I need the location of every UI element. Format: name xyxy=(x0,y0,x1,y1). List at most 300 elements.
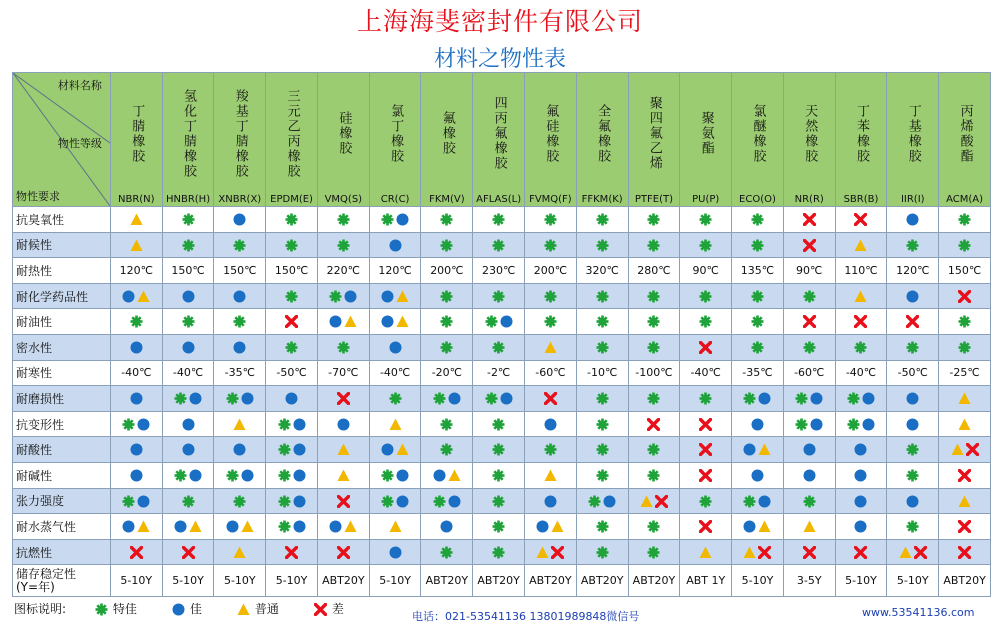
green-gear-icon xyxy=(130,315,143,328)
property-label: 耐酸性 xyxy=(13,437,111,463)
rating-cell xyxy=(732,488,784,514)
property-label: 耐寒性 xyxy=(13,360,111,386)
red-x-icon xyxy=(699,520,712,533)
blue-dot-icon xyxy=(182,341,195,354)
material-name: 丁基橡胶 xyxy=(905,103,921,164)
rating-cell xyxy=(835,488,887,514)
rating-cell xyxy=(939,283,991,309)
rating-cell xyxy=(317,411,369,437)
legend-item xyxy=(212,600,279,617)
rating-cell xyxy=(473,386,525,412)
rating-cell xyxy=(266,514,318,540)
rating-cell xyxy=(576,514,628,540)
yellow-triangle-icon xyxy=(396,290,409,303)
rating-cell xyxy=(369,283,421,309)
rating-cell xyxy=(162,386,214,412)
rating-cell xyxy=(783,437,835,463)
rating-cell xyxy=(628,411,680,437)
green-gear-icon xyxy=(847,392,860,405)
rating-cell xyxy=(421,386,473,412)
green-gear-icon xyxy=(337,239,350,252)
green-gear-icon xyxy=(596,392,609,405)
green-gear-icon xyxy=(647,546,660,559)
green-gear-icon xyxy=(906,520,919,533)
rating-cell xyxy=(214,488,266,514)
yellow-triangle-icon xyxy=(137,520,150,533)
yellow-triangle-icon xyxy=(958,495,971,508)
rating-cell xyxy=(628,283,680,309)
value-cell: ABT20Y xyxy=(939,565,991,597)
blue-dot-icon xyxy=(751,469,764,482)
rating-cell xyxy=(835,207,887,233)
green-gear-icon xyxy=(906,469,919,482)
rating-cell xyxy=(110,207,162,233)
rating-cell xyxy=(680,232,732,258)
value-cell: 150℃ xyxy=(162,258,214,284)
blue-dot-icon xyxy=(174,520,187,533)
rating-cell xyxy=(525,334,577,360)
value-cell: 5-10Y xyxy=(266,565,318,597)
rating-cell xyxy=(628,334,680,360)
rating-cell xyxy=(628,462,680,488)
yellow-triangle-icon xyxy=(337,443,350,456)
yellow-triangle-icon xyxy=(536,546,549,559)
blue-dot-icon xyxy=(122,520,135,533)
rating-cell xyxy=(525,411,577,437)
rating-cell xyxy=(369,334,421,360)
material-code: PTFE(T) xyxy=(634,194,673,205)
value-cell: -100℃ xyxy=(628,360,680,386)
rating-cell xyxy=(525,462,577,488)
green-gear-icon xyxy=(544,290,557,303)
rating-cell xyxy=(939,462,991,488)
blue-dot-icon xyxy=(182,418,195,431)
rating-cell xyxy=(266,437,318,463)
property-label: 抗燃性 xyxy=(13,539,111,565)
rating-cell xyxy=(473,411,525,437)
blue-dot-icon xyxy=(389,239,402,252)
value-cell: 150℃ xyxy=(214,258,266,284)
value-cell: 5-10Y xyxy=(214,565,266,597)
yellow-triangle-icon xyxy=(189,520,202,533)
green-gear-icon xyxy=(492,469,505,482)
yellow-triangle-icon xyxy=(551,520,564,533)
green-gear-icon xyxy=(958,315,971,328)
material-name: 聚氨酯 xyxy=(698,111,714,156)
red-x-icon xyxy=(647,418,660,431)
value-cell: 110℃ xyxy=(835,258,887,284)
green-gear-icon xyxy=(596,239,609,252)
rating-cell xyxy=(473,514,525,540)
rating-cell xyxy=(266,411,318,437)
blue-dot-icon xyxy=(743,520,756,533)
table-row xyxy=(13,334,991,360)
red-x-icon xyxy=(337,546,350,559)
rating-cell xyxy=(887,488,939,514)
rating-cell xyxy=(887,437,939,463)
green-gear-icon xyxy=(182,239,195,252)
blue-dot-icon xyxy=(381,315,394,328)
material-code: FFKM(K) xyxy=(581,194,623,205)
blue-dot-icon xyxy=(130,341,143,354)
material-name: 氯醚橡胶 xyxy=(750,103,766,164)
green-gear-icon xyxy=(647,469,660,482)
blue-dot-icon xyxy=(440,520,453,533)
property-label: 耐碱性 xyxy=(13,462,111,488)
rating-cell xyxy=(317,437,369,463)
rating-cell xyxy=(214,283,266,309)
rating-cell xyxy=(110,462,162,488)
material-name: 硅橡胶 xyxy=(336,111,352,156)
green-gear-icon xyxy=(743,495,756,508)
green-gear-icon xyxy=(95,603,108,616)
material-name: 丁腈橡胶 xyxy=(129,103,145,164)
rating-cell xyxy=(783,462,835,488)
rating-cell xyxy=(317,283,369,309)
material-name: 全氟橡胶 xyxy=(595,103,611,164)
red-x-icon xyxy=(854,315,867,328)
green-gear-icon xyxy=(647,290,660,303)
rating-cell xyxy=(473,539,525,565)
blue-dot-icon xyxy=(854,443,867,456)
rating-cell xyxy=(162,283,214,309)
green-gear-icon xyxy=(906,239,919,252)
yellow-triangle-icon xyxy=(854,239,867,252)
blue-dot-icon xyxy=(906,290,919,303)
green-gear-icon xyxy=(492,546,505,559)
red-x-icon xyxy=(958,469,971,482)
green-gear-icon xyxy=(440,290,453,303)
blue-dot-icon xyxy=(536,520,549,533)
green-gear-icon xyxy=(958,341,971,354)
green-gear-icon xyxy=(906,341,919,354)
rating-cell xyxy=(162,309,214,335)
rating-cell xyxy=(783,232,835,258)
material-code: SBR(B) xyxy=(843,194,879,205)
red-x-icon xyxy=(699,469,712,482)
rating-cell xyxy=(732,539,784,565)
red-x-icon xyxy=(699,443,712,456)
green-gear-icon xyxy=(596,315,609,328)
rating-cell xyxy=(369,386,421,412)
red-x-icon xyxy=(966,443,979,456)
material-header-aflasl xyxy=(473,73,525,207)
blue-dot-icon xyxy=(448,392,461,405)
material-name: 氯丁橡胶 xyxy=(388,103,404,164)
value-cell: 200℃ xyxy=(525,258,577,284)
green-gear-icon xyxy=(381,469,394,482)
green-gear-icon xyxy=(492,213,505,226)
blue-dot-icon xyxy=(758,495,771,508)
blue-dot-icon xyxy=(137,495,150,508)
value-cell: -20℃ xyxy=(421,360,473,386)
material-header-xnbrx xyxy=(214,73,266,207)
blue-dot-icon xyxy=(906,418,919,431)
green-gear-icon xyxy=(795,418,808,431)
rating-cell xyxy=(110,411,162,437)
material-name: 聚四氟乙烯 xyxy=(646,96,662,171)
value-cell: 5-10Y xyxy=(110,565,162,597)
value-cell: 135℃ xyxy=(732,258,784,284)
blue-dot-icon xyxy=(293,443,306,456)
rating-cell xyxy=(369,539,421,565)
rating-cell xyxy=(421,437,473,463)
rating-cell xyxy=(266,386,318,412)
table-row xyxy=(13,488,991,514)
blue-dot-icon xyxy=(500,392,513,405)
rating-cell xyxy=(887,539,939,565)
green-gear-icon xyxy=(958,213,971,226)
rating-cell xyxy=(783,488,835,514)
property-label: 耐油性 xyxy=(13,309,111,335)
rating-cell xyxy=(473,309,525,335)
green-gear-icon xyxy=(440,546,453,559)
green-gear-icon xyxy=(182,213,195,226)
yellow-triangle-icon xyxy=(396,315,409,328)
material-code: IIR(I) xyxy=(900,194,925,205)
green-gear-icon xyxy=(122,495,135,508)
yellow-triangle-icon xyxy=(958,392,971,405)
green-gear-icon xyxy=(285,239,298,252)
green-gear-icon xyxy=(596,290,609,303)
value-cell: 5-10Y xyxy=(732,565,784,597)
rating-cell xyxy=(576,462,628,488)
green-gear-icon xyxy=(440,213,453,226)
value-cell: 220℃ xyxy=(317,258,369,284)
blue-dot-icon xyxy=(130,469,143,482)
property-label: 抗变形性 xyxy=(13,411,111,437)
rating-cell xyxy=(576,207,628,233)
material-code: ECO(O) xyxy=(739,194,776,205)
blue-dot-icon xyxy=(854,495,867,508)
rating-cell xyxy=(887,386,939,412)
green-gear-icon xyxy=(544,443,557,456)
value-cell: 5-10Y xyxy=(162,565,214,597)
rating-cell xyxy=(266,539,318,565)
value-cell: -10℃ xyxy=(576,360,628,386)
red-x-icon xyxy=(285,546,298,559)
rating-cell xyxy=(266,488,318,514)
blue-dot-icon xyxy=(293,495,306,508)
rating-cell xyxy=(162,207,214,233)
rating-cell xyxy=(939,309,991,335)
property-label: 耐化学药品性 xyxy=(13,283,111,309)
property-label: 耐候性 xyxy=(13,232,111,258)
rating-cell xyxy=(783,539,835,565)
table-row xyxy=(13,539,991,565)
rating-cell xyxy=(628,232,680,258)
rating-cell xyxy=(162,411,214,437)
green-gear-icon xyxy=(647,315,660,328)
green-gear-icon xyxy=(440,239,453,252)
table-row xyxy=(13,258,991,284)
blue-dot-icon xyxy=(743,443,756,456)
blue-dot-icon xyxy=(854,520,867,533)
value-cell: -35℃ xyxy=(732,360,784,386)
value-cell: ABT20Y xyxy=(317,565,369,597)
material-header-hnbrh xyxy=(162,73,214,207)
yellow-triangle-icon xyxy=(803,520,816,533)
value-cell: -50℃ xyxy=(887,360,939,386)
material-code: NBR(N) xyxy=(117,194,155,205)
rating-cell xyxy=(214,437,266,463)
rating-cell xyxy=(887,514,939,540)
green-gear-icon xyxy=(337,213,350,226)
green-gear-icon xyxy=(699,495,712,508)
material-name: 四丙氟橡胶 xyxy=(491,96,507,171)
yellow-triangle-icon xyxy=(130,213,143,226)
green-gear-icon xyxy=(647,239,660,252)
green-gear-icon xyxy=(751,341,764,354)
table-row xyxy=(13,283,991,309)
rating-cell xyxy=(421,514,473,540)
legend-text: 佳 xyxy=(189,602,202,616)
green-gear-icon xyxy=(492,290,505,303)
material-code: EPDM(E) xyxy=(270,194,313,205)
rating-cell xyxy=(421,283,473,309)
green-gear-icon xyxy=(751,213,764,226)
yellow-triangle-icon xyxy=(396,443,409,456)
rating-cell xyxy=(317,514,369,540)
green-gear-icon xyxy=(544,213,557,226)
value-cell: 90℃ xyxy=(783,258,835,284)
rating-cell xyxy=(525,232,577,258)
rating-cell xyxy=(317,462,369,488)
rating-cell xyxy=(525,488,577,514)
property-label: 抗臭氧性 xyxy=(13,207,111,233)
yellow-triangle-icon xyxy=(951,443,964,456)
rating-cell xyxy=(835,386,887,412)
material-code: XNBR(X) xyxy=(218,194,262,205)
blue-dot-icon xyxy=(810,418,823,431)
red-x-icon xyxy=(958,546,971,559)
rating-cell xyxy=(576,232,628,258)
material-header-acma xyxy=(939,73,991,207)
rating-cell xyxy=(473,283,525,309)
green-gear-icon xyxy=(233,239,246,252)
rating-cell xyxy=(887,462,939,488)
rating-cell xyxy=(835,334,887,360)
rating-cell xyxy=(214,386,266,412)
rating-cell xyxy=(110,539,162,565)
rating-cell xyxy=(576,437,628,463)
rating-cell xyxy=(110,514,162,540)
blue-dot-icon xyxy=(329,520,342,533)
value-cell: 5-10Y xyxy=(887,565,939,597)
green-gear-icon xyxy=(544,315,557,328)
rating-cell xyxy=(835,437,887,463)
value-cell: ABT20Y xyxy=(628,565,680,597)
rating-cell xyxy=(525,309,577,335)
value-cell: 230℃ xyxy=(473,258,525,284)
green-gear-icon xyxy=(492,520,505,533)
red-x-icon xyxy=(544,392,557,405)
rating-cell xyxy=(835,462,887,488)
rating-cell xyxy=(680,514,732,540)
value-cell: ABT20Y xyxy=(525,565,577,597)
rating-cell xyxy=(939,488,991,514)
table-row xyxy=(13,207,991,233)
material-code: AFLAS(L) xyxy=(476,194,522,205)
rating-cell xyxy=(628,539,680,565)
rating-cell xyxy=(628,437,680,463)
rating-cell xyxy=(110,488,162,514)
rating-cell xyxy=(680,488,732,514)
green-gear-icon xyxy=(440,315,453,328)
material-header-ecoo xyxy=(732,73,784,207)
rating-cell xyxy=(525,437,577,463)
rating-cell xyxy=(835,514,887,540)
blue-dot-icon xyxy=(381,443,394,456)
blue-dot-icon xyxy=(803,469,816,482)
rating-cell xyxy=(421,232,473,258)
red-x-icon xyxy=(906,315,919,328)
material-code: FVMQ(F) xyxy=(529,194,572,205)
rating-cell xyxy=(317,207,369,233)
rating-cell xyxy=(732,334,784,360)
rating-cell xyxy=(732,309,784,335)
blue-dot-icon xyxy=(389,546,402,559)
value-cell: ABT 1Y xyxy=(680,565,732,597)
blue-dot-icon xyxy=(751,418,764,431)
rating-cell xyxy=(939,411,991,437)
value-cell: ABT20Y xyxy=(473,565,525,597)
rating-cell xyxy=(317,488,369,514)
green-gear-icon xyxy=(485,315,498,328)
blue-dot-icon xyxy=(396,469,409,482)
rating-cell xyxy=(110,283,162,309)
value-cell: -35℃ xyxy=(214,360,266,386)
value-cell: ABT20Y xyxy=(576,565,628,597)
red-x-icon xyxy=(803,213,816,226)
blue-dot-icon xyxy=(803,443,816,456)
green-gear-icon xyxy=(492,443,505,456)
green-gear-icon xyxy=(440,443,453,456)
green-gear-icon xyxy=(699,290,712,303)
contact-phone: 电话：021-53541136 13801989848微信号 xyxy=(412,610,640,623)
green-gear-icon xyxy=(596,469,609,482)
rating-cell xyxy=(732,283,784,309)
green-gear-icon xyxy=(647,443,660,456)
green-gear-icon xyxy=(596,341,609,354)
blue-dot-icon xyxy=(544,495,557,508)
rating-cell xyxy=(939,514,991,540)
green-gear-icon xyxy=(647,520,660,533)
rating-cell xyxy=(162,232,214,258)
red-x-icon xyxy=(130,546,143,559)
red-x-icon xyxy=(958,520,971,533)
material-header-crc xyxy=(369,73,421,207)
green-gear-icon xyxy=(433,495,446,508)
green-gear-icon xyxy=(647,341,660,354)
red-x-icon xyxy=(337,392,350,405)
green-gear-icon xyxy=(285,341,298,354)
blue-dot-icon xyxy=(122,290,135,303)
rating-cell xyxy=(576,309,628,335)
blue-dot-icon xyxy=(854,469,867,482)
red-x-icon xyxy=(655,495,668,508)
red-x-icon xyxy=(914,546,927,559)
rating-cell xyxy=(783,386,835,412)
rating-cell xyxy=(421,207,473,233)
yellow-triangle-icon xyxy=(758,443,771,456)
value-cell: 120℃ xyxy=(369,258,421,284)
rating-cell xyxy=(576,539,628,565)
blue-dot-icon xyxy=(810,392,823,405)
material-code: FKM(V) xyxy=(429,194,465,205)
blue-dot-icon xyxy=(241,469,254,482)
green-gear-icon xyxy=(647,213,660,226)
